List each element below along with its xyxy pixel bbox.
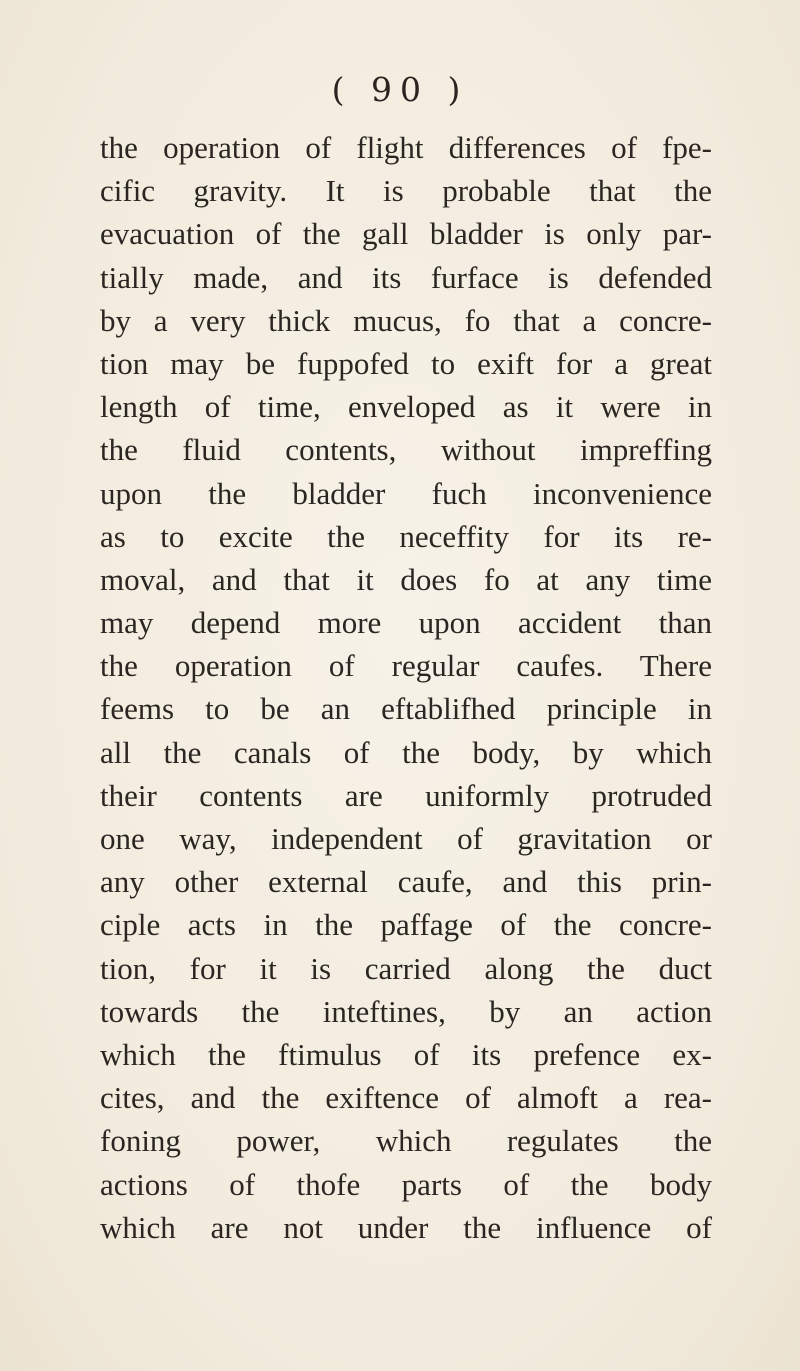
text-line: length of time, enveloped as it were in [100,389,712,425]
text-line: their contents are uniformly protruded [100,777,712,813]
text-line: actions of thofe parts of the body [100,1166,712,1202]
text-line: towards the inteftines, by an action [100,993,712,1029]
text-line: by a very thick mucus, fo that a concre- [100,302,712,338]
text-line: any other external caufe, and this prin- [100,864,712,900]
text-line: ciple acts in the paffage of the concre- [100,907,712,943]
text-line: tially made, and its furface is defended [100,259,712,295]
text-line: all the canals of the body, by which [100,734,712,770]
text-line: cites, and the exiftence of almoft a rea- [100,1080,712,1116]
text-line: feems to be an eftablifhed principle in [100,691,712,727]
text-line: tion, for it is carried along the duct [100,950,712,986]
text-line: foning power, which regulates the [100,1123,712,1159]
text-line: as to excite the neceffity for its re- [100,518,712,554]
text-line: which are not under the influence of [100,1209,712,1245]
text-line: one way, independent of gravitation or [100,821,712,856]
text-line: tion may be fuppofed to exift for a great [100,345,712,381]
text-line: the operation of flight differences of fpe- [100,130,712,165]
text-line: upon the bladder fuch inconvenience [100,475,712,511]
body-text [100,126,712,1249]
text-line: which the ftimulus of its prefence ex- [100,1036,712,1072]
text-line: the operation of regular caufes. There [100,648,712,684]
text-line: evacuation of the gall bladder is only par- [100,216,712,252]
text-line: may depend more upon accident than [100,605,712,641]
text-line: cific gravity. It is probable that the [100,173,712,209]
text-line: moval, and that it does fo at any time [100,561,712,597]
page-number: ( 90 ) [331,70,469,109]
text-line: the fluid contents, without impreffing [100,432,712,468]
